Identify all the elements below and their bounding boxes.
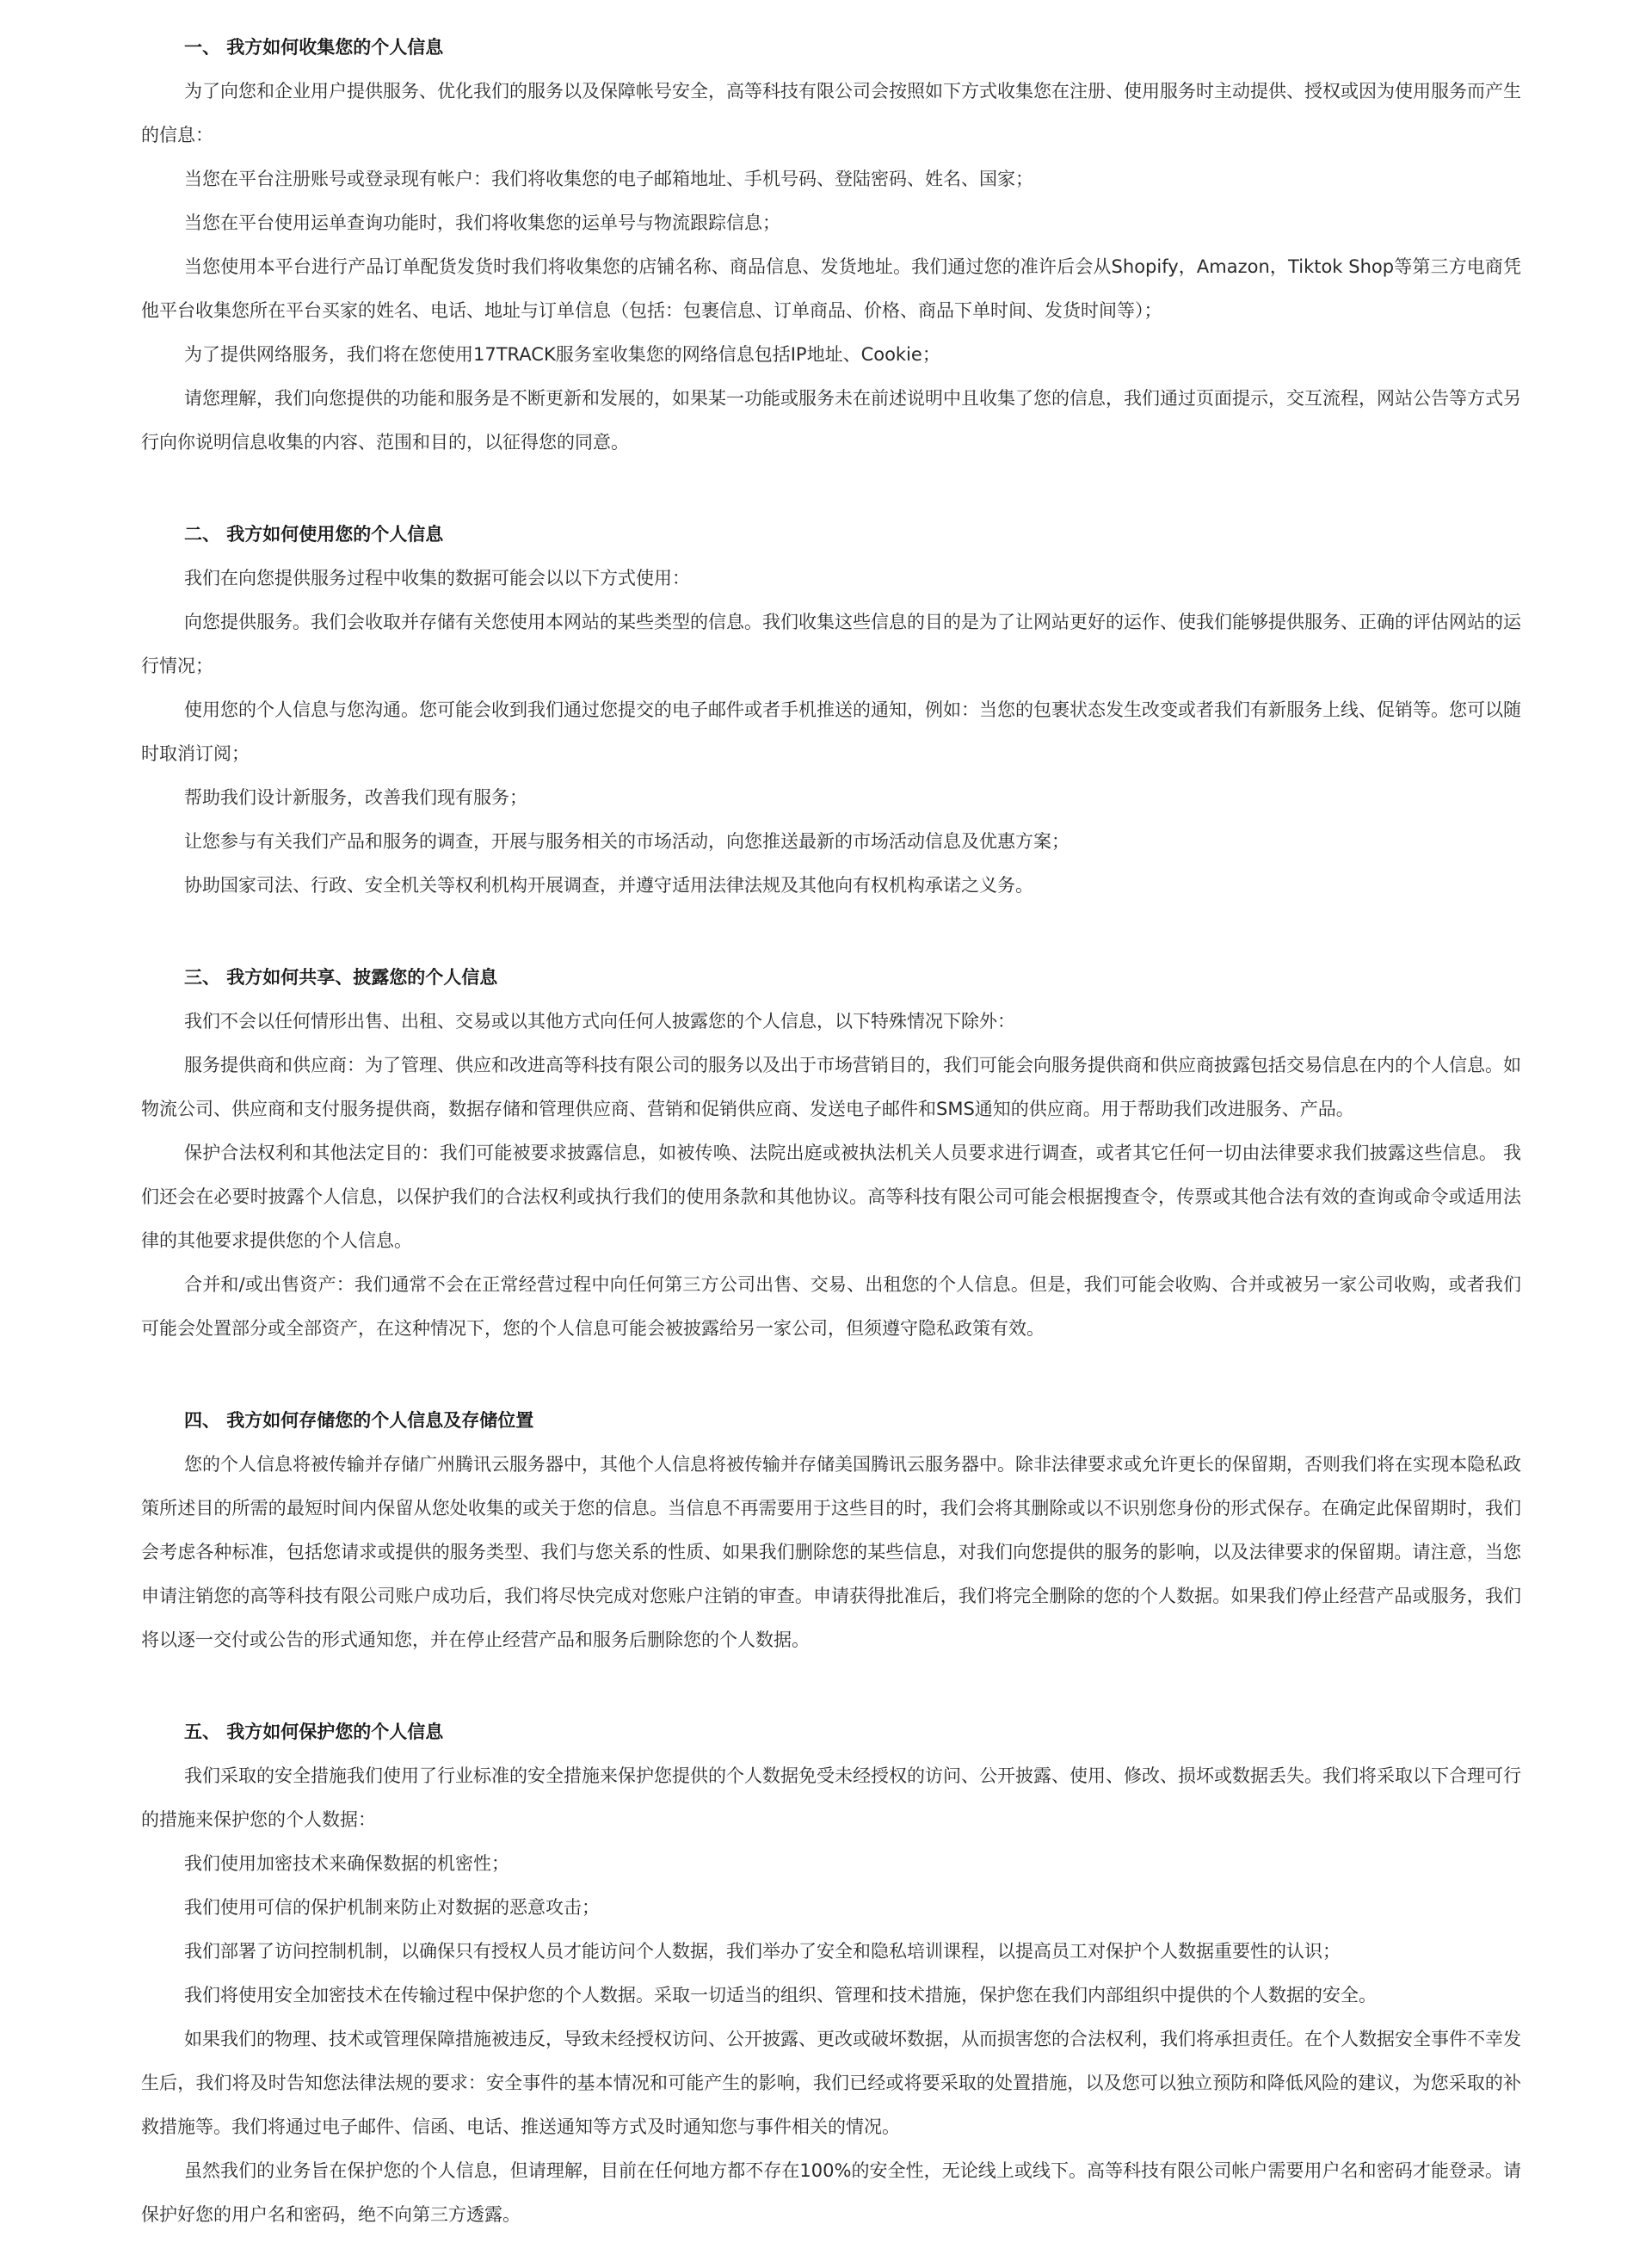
section-heading: 三、 我方如何共享、披露您的个人信息: [184, 967, 498, 988]
section-heading: 五、 我方如何保护您的个人信息: [184, 1722, 444, 1742]
section-storage: [141, 1399, 1521, 1662]
paragraph: 我们采取的安全措施我们使用了行业标准的安全措施来保护您提供的个人数据免受未经授权的访问、公开披露、使用、修改、损坏或数据丢失。我们将采取以下合理可行的措施来保护您的个人数据：: [141, 1765, 1521, 1830]
section-protect: [141, 1710, 1521, 2237]
section-heading: 二、 我方如何使用您的个人信息: [184, 524, 444, 545]
paragraph: 合并和/或出售资产：我们通常不会在正常经营过程中向任何第三方公司出售、交易、出租您的个人信息。但是，我们可能会收购、合并或被另一家公司收购，或者我们可能会处置部分或全部资产，在这种情况下，您的个人信息可能会被披露给另一家公司，但须遵守隐私政策有效。: [141, 1274, 1521, 1339]
paragraph: 我们部署了访问控制机制，以确保只有授权人员才能访问个人数据，我们举办了安全和隐私培训课程，以提高员工对保护个人数据重要性的认识；: [184, 1941, 1341, 1962]
section-use: [141, 513, 1521, 908]
section-heading: 一、 我方如何收集您的个人信息: [184, 37, 444, 58]
section-collect: [141, 26, 1521, 465]
paragraph: 我们使用可信的保护机制来防止对数据的恶意攻击；: [184, 1897, 600, 1918]
paragraph: 为了向您和企业用户提供服务、优化我们的服务以及保障帐号安全，高等科技有限公司会按照如下方式收集您在注册、使用服务时主动提供、授权或因为使用服务而产生的信息：: [141, 81, 1521, 145]
paragraph: 我们在向您提供服务过程中收集的数据可能会以以下方式使用：: [184, 568, 690, 588]
paragraph: 向您提供服务。我们会收取并存储有关您使用本网站的某些类型的信息。我们收集这些信息的目的是为了让网站更好的运作、使我们能够提供服务、正确的评估网站的运行情况；: [141, 612, 1521, 676]
paragraph: 您的个人信息将被传输并存储广州腾讯云服务器中，其他个人信息将被传输并存储美国腾讯云服务器中。除非法律要求或允许更长的保留期，否则我们将在实现本隐私政策所述目的所需的最短时间内保留从您处收集的或关于您的信息。当信息不再需要用于这些目的时，我们会将其删除或以不识别您身份的形式保存。在确定此保留期时，我们会考虑各种标准，包括您请求或提供的服务类型、我们与您关系的性质、如果我们删除您的某些信息，对我们向您提供的服务的影响，以及法律要求的保留期。请注意，当您申请注销您的高等科技有限公司账户成功后，我们将尽快完成对您账户注销的审查。申请获得批准后，我们将完全删除的您的个人数据。如果我们停止经营产品或服务，我们将以逐一交付或公告的形式通知您，并在停止经营产品和服务后删除您的个人数据。: [141, 1454, 1521, 1650]
paragraph: 让您参与有关我们产品和服务的调查，开展与服务相关的市场活动，向您推送最新的市场活动信息及优惠方案；: [184, 831, 1069, 852]
paragraph: 服务提供商和供应商：为了管理、供应和改进高等科技有限公司的服务以及出于市场营销目的，我们可能会向服务提供商和供应商披露包括交易信息在内的个人信息。如物流公司、供应商和支付服务提供商，数据存储和管理供应商、营销和促销供应商、发送电子邮件和SMS通知的供应商。用于帮助我们改进服务、产品。: [141, 1055, 1521, 1119]
paragraph: 我们将使用安全加密技术在传输过程中保护您的个人数据。采取一切适当的组织、管理和技术措施，保护您在我们内部组织中提供的个人数据的安全。: [184, 1985, 1377, 2005]
paragraph: 当您在平台使用运单查询功能时，我们将收集您的运单号与物流跟踪信息；: [184, 213, 780, 233]
paragraph: 如果我们的物理、技术或管理保障措施被违反，导致未经授权访问、公开披露、更改或破坏数据，从而损害您的合法权利，我们将承担责任。在个人数据安全事件不幸发生后，我们将及时告知您法律法规的要求：安全事件的基本情况和可能产生的影响，我们已经或将要采取的处置措施，以及您可以独立预防和降低风险的建议，为您采取的补救措施等。我们将通过电子邮件、信函、电话、推送通知等方式及时通知您与事件相关的情况。: [141, 2029, 1521, 2137]
paragraph: 我们不会以任何情形出售、出租、交易或以其他方式向任何人披露您的个人信息，以下特殊情况下除外：: [184, 1011, 1015, 1032]
section-heading: 四、 我方如何存储您的个人信息及存储位置: [184, 1410, 534, 1431]
paragraph: 请您理解，我们向您提供的功能和服务是不断更新和发展的，如果某一功能或服务未在前述说明中且收集了您的信息，我们通过页面提示，交互流程，网站公告等方式另行向你说明信息收集的内容、范围和目的，以征得您的同意。: [141, 388, 1521, 453]
paragraph: 当您使用本平台进行产品订单配货发货时我们将收集您的店铺名称、商品信息、发货地址。我们通过您的准许后会从Shopify，Amazon，Tiktok Shop等第三方电商凭他平台收集您所在平台买家的姓名、电话、地址与订单信息（包括：包裹信息、订单商品、价格、商品下单时间、发货时间等）；: [141, 256, 1521, 321]
paragraph: 为了提供网络服务，我们将在您使用17TRACK服务室收集您的网络信息包括IP地址、Cookie；: [184, 344, 940, 365]
paragraph: 协助国家司法、行政、安全机关等权利机构开展调查，并遵守适用法律法规及其他向有权机构承诺之义务。: [184, 875, 1033, 896]
paragraph: 我们使用加密技术来确保数据的机密性；: [184, 1853, 509, 1874]
paragraph: 当您在平台注册账号或登录现有帐户：我们将收集您的电子邮箱地址、手机号码、登陆密码、姓名、国家；: [184, 169, 1033, 189]
paragraph: 保护合法权利和其他法定目的：我们可能被要求披露信息，如被传唤、法院出庭或被执法机关人员要求进行调查，或者其它任何一切由法律要求我们披露这些信息。 我们还会在必要时披露个人信息，以保护我们的合法权利或执行我们的使用条款和其他协议。高等科技有限公司可能会根据搜查令，传票或其他合法有效的查询或命令或适用法律的其他要求提供您的个人信息。: [141, 1143, 1521, 1251]
paragraph: 使用您的个人信息与您沟通。您可能会收到我们通过您提交的电子邮件或者手机推送的通知，例如：当您的包裹状态发生改变或者我们有新服务上线、促销等。您可以随时取消订阅；: [141, 699, 1521, 764]
paragraph: 帮助我们设计新服务，改善我们现有服务；: [184, 787, 527, 808]
section-share: [141, 956, 1521, 1351]
paragraph: 虽然我们的业务旨在保护您的个人信息，但请理解，目前在任何地方都不存在100%的安全性，无论线上或线下。高等科技有限公司帐户需要用户名和密码才能登录。请保护好您的用户名和密码，绝不向第三方透露。: [141, 2160, 1521, 2225]
